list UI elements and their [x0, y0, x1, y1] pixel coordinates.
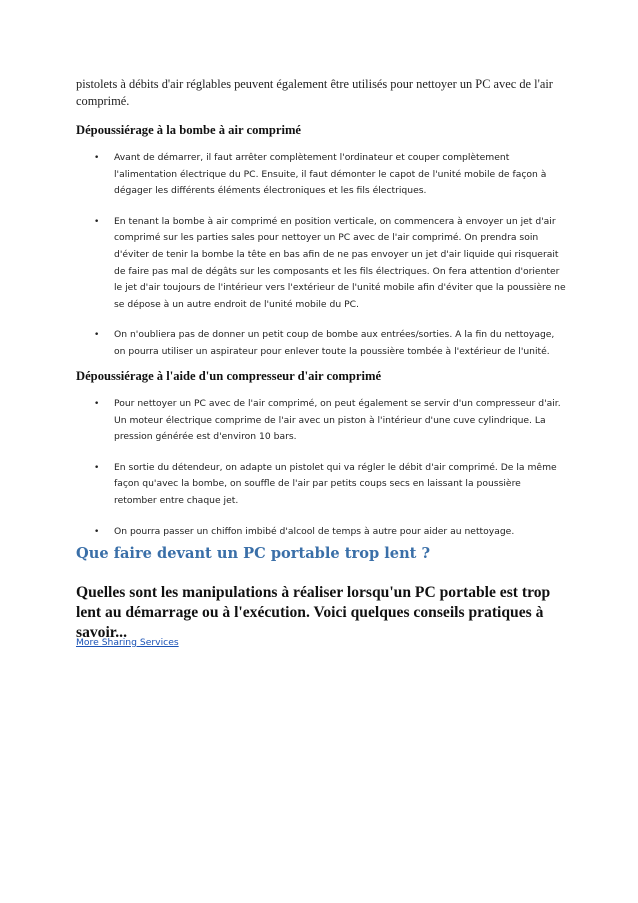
list-item-text: Avant de démarrer, il faut arrêter complètement l'ordinateur et couper complètement l'alimentation électrique du PC. Ensuite, il faut démonter le capot de l'unité mobile de façon à dégager les différents éléments électroniques et les fils électriques. [114, 152, 547, 197]
bullet-icon: • [94, 462, 100, 473]
list-item-text: En tenant la bombe à air comprimé en position verticale, on commencera à envoyer un jet d'air comprimé sur les parties sales pour nettoyer un PC avec de l'air comprimé. On prendra soin d'éviter de tenir la bombe la tête en bas afin de ne pas envoyer un jet d'air liquide qui risquerait de faire pas mal de dégâts sur les composants et les fils électriques. On fera attention d'orienter le jet d'air toujours de l'intérieur vers l'extérieur de l'unité mobile afin d'éviter que la poussière ne se dépose à un autre endroit de l'unité mobile du PC. [114, 215, 566, 310]
list-item-text: On pourra passer un chiffon imbibé d'alcool de temps à autre pour aider au nettoyage. [114, 525, 515, 537]
section1-heading: Dépoussiérage à la bombe à air comprimé [76, 123, 302, 137]
more-sharing-services-link[interactable]: More Sharing Services [76, 637, 179, 648]
bullet-icon: • [94, 216, 100, 227]
section2-heading: Dépoussiérage à l'aide d'un compresseur d'air comprimé [76, 369, 382, 383]
bullet-icon: • [94, 153, 100, 163]
list-item [76, 460, 566, 510]
section2-list [76, 396, 566, 540]
bullet-icon: • [94, 330, 100, 341]
section1-list [76, 150, 566, 361]
article-lead: Quelles sont les manipulations à réaliser lorsqu'un PC portable est trop lent au démarrage ou à l'exécution. Voici quelques conseils pratiques à savoir... [76, 584, 551, 641]
list-item-text: Pour nettoyer un PC avec de l'air comprimé, on peut également se servir d'un compresseur d'air. Un moteur électrique comprime de l'air avec un piston à l'intérieur d'une cuve cylindrique. La pression générée est d'environ 10 bars. [114, 398, 561, 443]
bullet-icon: • [94, 526, 100, 537]
list-item [76, 524, 566, 541]
article-title: Que faire devant un PC portable trop lent ? [76, 545, 431, 562]
list-item [76, 327, 566, 360]
list-item-text: En sortie du détendeur, on adapte un pistolet qui va régler le débit d'air comprimé. De la même façon qu'avec la bombe, on souffle de l'air par petits coups secs en laissant la poussière retomber entre chaque jet. [114, 461, 557, 506]
list-item [76, 396, 566, 446]
list-item [76, 150, 566, 200]
bullet-icon: • [94, 399, 100, 409]
list-item-text: On n'oubliera pas de donner un petit coup de bombe aux entrées/sorties. A la fin du nettoyage, on pourra utiliser un aspirateur pour enlever toute la poussière tombée à l'extérieur de l'unité. [114, 329, 555, 357]
intro-paragraph: pistolets à débits d'air réglables peuvent également être utilisés pour nettoyer un PC avec de l'air comprimé. [76, 77, 553, 108]
list-item [76, 214, 566, 314]
